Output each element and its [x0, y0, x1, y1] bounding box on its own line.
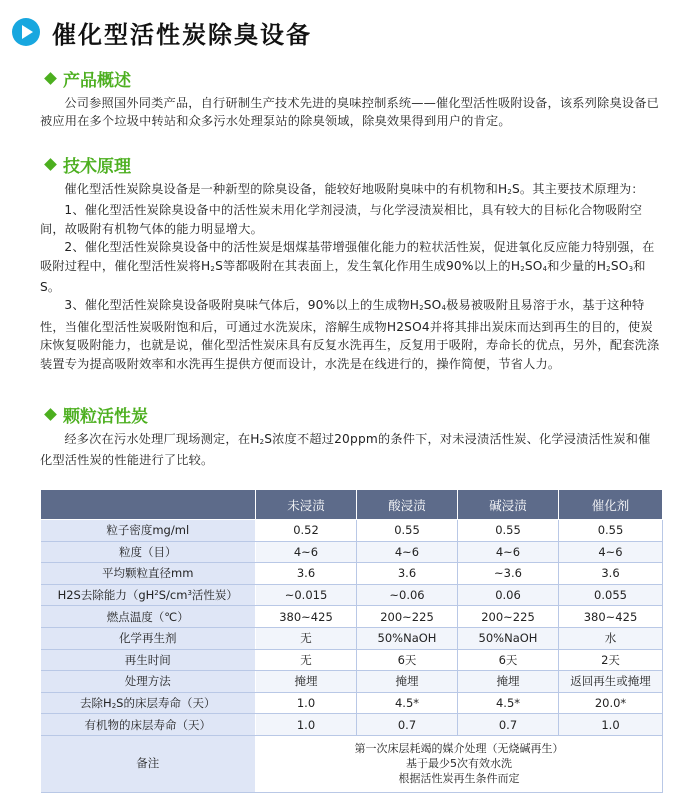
table-cell: 20.0*	[559, 692, 663, 714]
principle-point-3: 3、催化型活性炭除臭设备吸附臭味气体后，90%以上的生成物H2SO4极易被吸附且易溶于水，基于这种特性，当催化型活性炭吸附饱和后，可通过水洗炭床，溶解生成物H2SO4并将其排出炭床而达到再生的目的，使炭床恢复吸附能力，也就是说，催化型活性炭床具有反复水洗再生，反复用于吸附，寿命长的优点，另外，配套洗涤装置专为提高吸附效率和水洗再生提供方便而设计，水洗是在线进行的，操作简便，节省人力。	[40, 298, 660, 371]
table-cell: 1.0	[559, 714, 663, 736]
overview-text: 公司参照国外同类产品，自行研制生产技术先进的臭味控制系统——催化型活性吸附设备，该系列除臭设备已被应用在多个垃圾中转站和众多污水处理泵站的除臭领域，除臭效果得到用户的肯定。	[40, 96, 659, 129]
page-title: 催化型活性炭除臭设备	[52, 20, 312, 49]
note-label: 备注	[41, 735, 256, 792]
table-row	[41, 563, 663, 585]
table-cell: 4~6	[559, 541, 663, 563]
table-row	[41, 584, 663, 606]
row-label: 粒度（目）	[41, 541, 256, 563]
table-cell: 200~225	[357, 606, 458, 628]
note-content	[256, 735, 663, 792]
table-cell: 380~425	[559, 606, 663, 628]
section-overview	[40, 66, 660, 131]
row-label: 化学再生剂	[41, 627, 256, 649]
table-cell: 6天	[458, 649, 559, 671]
principle-point-2: 2、催化型活性炭除臭设备中的活性炭是烟煤基带增强催化能力的粒状活性炭，促进氧化反应能力特别强，在吸附过程中，催化型活性炭将H2S等都吸附在其表面上，发生氧化作用生成90%以上的H2SO4和少量的H2SO3和S。	[40, 240, 655, 295]
row-label: 平均颗粒直径mm	[41, 563, 256, 585]
page-header	[12, 12, 312, 52]
table-cell: ~0.06	[357, 584, 458, 606]
table-cell: 0.55	[357, 520, 458, 542]
table-row	[41, 541, 663, 563]
table-cell: 0.7	[458, 714, 559, 736]
table-cell: 无	[256, 627, 357, 649]
row-label: 去除H2S的床层寿命（天）	[41, 692, 256, 714]
table-cell: 200~225	[458, 606, 559, 628]
table-cell: 掩埋	[458, 671, 559, 693]
row-label: H2S去除能力（$gH^2S/cm^3$活性炭）	[41, 584, 256, 606]
table-cell: 掩埋	[357, 671, 458, 693]
table-cell: 3.6	[357, 563, 458, 585]
principle-intro: 催化型活性炭除臭设备是一种新型的除臭设备，能较好地吸附臭味中的有机物和H2S。其主要技术原理为：	[64, 182, 644, 196]
comparison-table	[40, 489, 663, 793]
table-row	[41, 649, 663, 671]
section-heading: 颗粒活性炭	[40, 402, 660, 426]
table-cell: 3.6	[256, 563, 357, 585]
play-icon	[12, 18, 40, 46]
table-row	[41, 692, 663, 714]
table-row	[41, 714, 663, 736]
section-granular	[40, 402, 660, 470]
table-header-cell: 酸浸渍	[357, 490, 458, 520]
table-cell: 1.0	[256, 692, 357, 714]
table-cell: 0.55	[559, 520, 663, 542]
granular-text: 经多次在污水处理厂现场测定，在H2S浓度不超过20ppm的条件下，对未浸渍活性炭、化学浸渍活性炭和催化型活性炭的性能进行了比较。	[40, 432, 651, 468]
section-principle	[40, 152, 660, 373]
table-cell: ~0.015	[256, 584, 357, 606]
table-cell: 6天	[357, 649, 458, 671]
row-label: 再生时间	[41, 649, 256, 671]
table-cell: 4~6	[256, 541, 357, 563]
table-cell: 0.7	[357, 714, 458, 736]
table-cell: 380~425	[256, 606, 357, 628]
section-heading: 产品概述	[40, 66, 660, 90]
table-cell: ~3.6	[458, 563, 559, 585]
diamond-bullet-icon	[44, 72, 57, 85]
table-row	[41, 671, 663, 693]
table-cell: 0.06	[458, 584, 559, 606]
table-cell: 0.55	[458, 520, 559, 542]
principle-point-1: 1、催化型活性炭除臭设备中的活性炭未用化学剂浸渍，与化学浸渍炭相比，具有较大的目标化合物吸附空间，故吸附有机物气体的能力明显增大。	[40, 203, 643, 236]
table-note-row	[41, 735, 663, 792]
table-cell: 4.5*	[357, 692, 458, 714]
table-cell: 4~6	[458, 541, 559, 563]
table-header-row	[41, 490, 663, 520]
table-cell: 3.6	[559, 563, 663, 585]
row-label: 粒子密度mg/ml	[41, 520, 256, 542]
diamond-bullet-icon	[44, 408, 57, 421]
row-label: 燃点温度（℃）	[41, 606, 256, 628]
table-row	[41, 520, 663, 542]
table-header-cell: 碱浸渍	[458, 490, 559, 520]
note-line: 根据活性炭再生条件而定	[398, 772, 520, 786]
diamond-bullet-icon	[44, 158, 57, 171]
row-label: 处理方法	[41, 671, 256, 693]
table-cell: 返回再生或掩埋	[559, 671, 663, 693]
table-row	[41, 627, 663, 649]
table-cell: 4.5*	[458, 692, 559, 714]
table-cell: 1.0	[256, 714, 357, 736]
table-header-cell: 未浸渍	[256, 490, 357, 520]
table-cell: 水	[559, 627, 663, 649]
note-line: 第一次床层耗竭的媒介处理（无烧碱再生）	[354, 742, 564, 756]
table-cell: 掩埋	[256, 671, 357, 693]
table-cell: 2天	[559, 649, 663, 671]
table-cell: 无	[256, 649, 357, 671]
table-cell: 50%NaOH	[357, 627, 458, 649]
table-header-cell	[41, 490, 256, 520]
table-cell: 4~6	[357, 541, 458, 563]
note-line: 基于最少5次有效水洗	[406, 757, 512, 771]
table-row	[41, 606, 663, 628]
table-cell: 0.52	[256, 520, 357, 542]
table-header-cell: 催化剂	[559, 490, 663, 520]
row-label: 有机物的床层寿命（天）	[41, 714, 256, 736]
table-cell: 0.055	[559, 584, 663, 606]
section-heading: 技术原理	[40, 152, 660, 176]
table-cell: 50%NaOH	[458, 627, 559, 649]
